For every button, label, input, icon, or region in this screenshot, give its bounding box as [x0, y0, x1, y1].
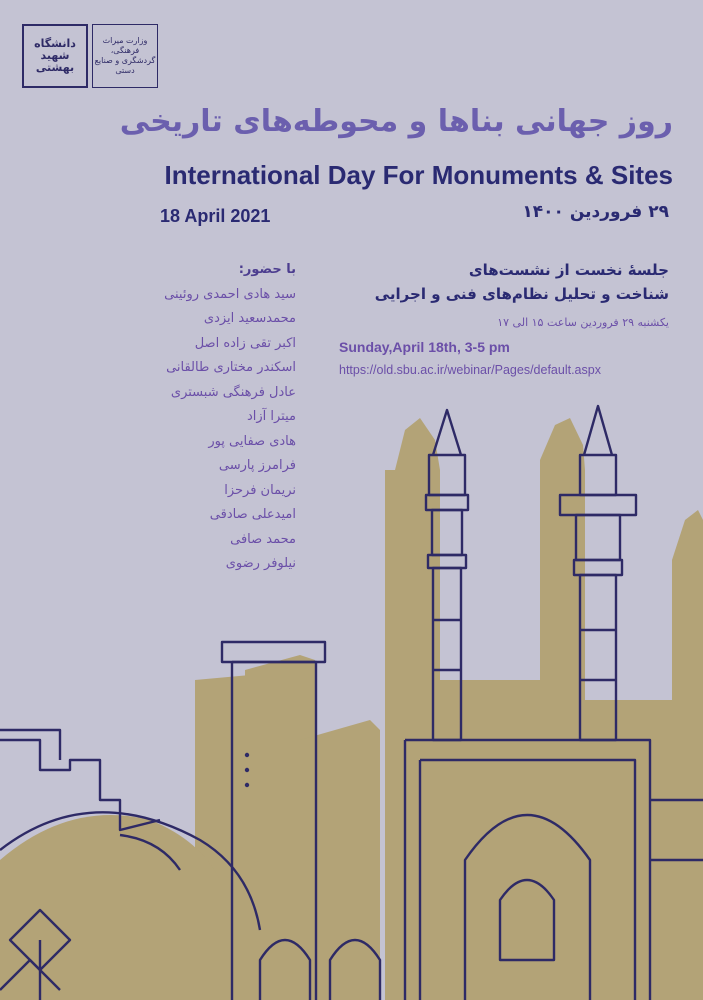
- participant-2: محمدسعید ایزدی: [203, 311, 296, 326]
- participant-11: محمد صافی: [230, 531, 296, 547]
- participant-4: اسکندر مختاری طالقانی: [166, 360, 296, 375]
- participant-8: فرامرز پارسی: [218, 458, 296, 473]
- session-time-english: Sunday,April 18th, 3-5 pm: [339, 339, 510, 355]
- session-title-line1: جلسهٔ نخست از نشست‌های: [468, 261, 669, 279]
- participant-12: نیلوفر رضوی: [225, 556, 296, 571]
- session-time-persian: یکشنبه ۲۹ فروردین ساعت ۱۵ الی ۱۷: [497, 316, 669, 329]
- ministry-logo-text: وزارت میراث فرهنگی، گردشگری و صنایع دستی: [94, 36, 156, 75]
- participant-10: امیدعلی صادقی: [209, 507, 296, 522]
- persian-date: ۲۹ فروردین ۱۴۰۰: [522, 202, 669, 222]
- session-info: [339, 258, 669, 377]
- english-title: International Day For Monuments & Sites: [164, 160, 673, 190]
- participant-6: میترا آزاد: [246, 409, 296, 424]
- participant-5: عادل فرهنگی شبستری: [170, 384, 296, 400]
- participant-7: هادی صفایی پور: [208, 433, 296, 449]
- session-title-line2: شناخت و تحلیل نظام‌های فنی و اجرایی: [374, 285, 669, 303]
- english-date: 18 April 2021: [160, 206, 271, 226]
- participants-label: با حضور:: [238, 262, 296, 277]
- webinar-link[interactable]: https://old.sbu.ac.ir/webinar/Pages/default.aspx: [339, 363, 601, 377]
- participant-9: نریمان فرحزا: [224, 482, 296, 498]
- participant-3: اکبر تقی زاده اصل: [194, 335, 296, 351]
- persian-title: روز جهانی بناها و محوطه‌های تاریخی: [119, 104, 673, 139]
- participants-list: [110, 258, 296, 577]
- university-logo-text: دانشگاه شهید بهشتی: [34, 37, 76, 74]
- participant-1: سید هادی احمدی روئینی: [164, 286, 296, 302]
